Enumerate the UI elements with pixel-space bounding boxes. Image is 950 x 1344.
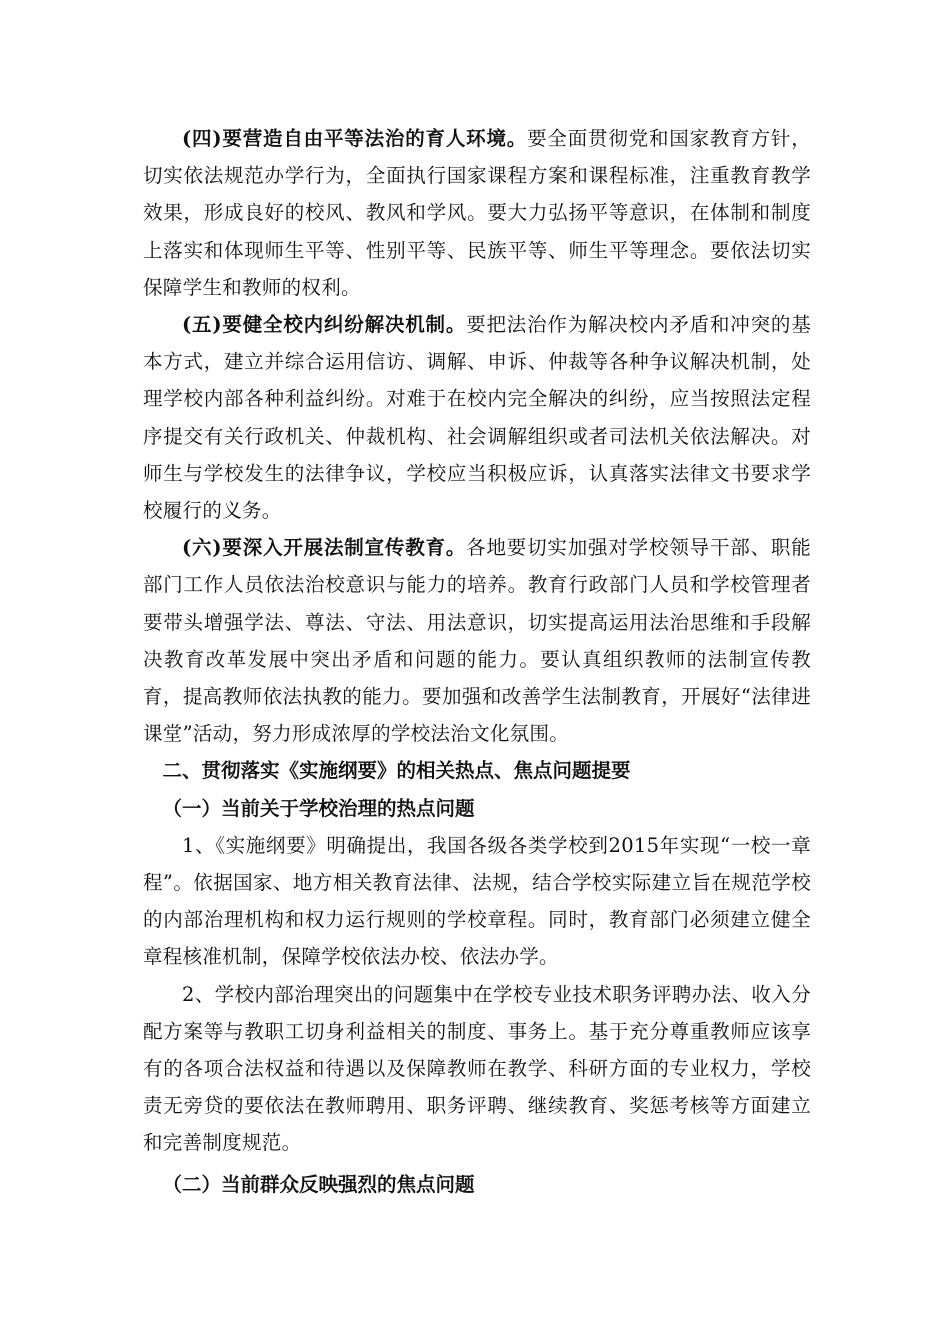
paragraph-five-lead: (五)要健全校内纠纷解决机制。 <box>182 313 467 337</box>
paragraph-six <box>143 529 811 752</box>
paragraph-four-lead: (四)要营造自由平等法治的育人环境。 <box>182 127 528 150</box>
paragraph-five-body: 要把法治作为解决校内矛盾和冲突的基本方式，建立并综合运用信访、调解、申诉、仲裁等各种争议解决机制，处理学校内部各种利益纠纷。对难于在校内完全解决的纠纷，应当按照法定程序提交有关行政机关、仲裁机构、社会调解组织或者司法机关依法解决。对师生与学校发生的法律争议，学校应当积极应诉，认真落实法律文书要求学校履行的义务。 <box>143 313 811 523</box>
document-page <box>143 120 811 1203</box>
section-two-heading: 二、贯彻落实《实施纲要》的相关热点、焦点问题提要 <box>162 759 631 783</box>
paragraph-six-body: 各地要切实加强对学校领导干部、职能部门工作人员依法治校意识与能力的培养。教育行政部门人员和学校管理者要带头增强学法、尊法、守法、用法意识，切实提高运用法治思维和手段解决教育改革发展中突出矛盾和问题的能力。要认真组织教师的法制宣传教育，提高教师依法执教的能力。要加强和改善学生法制教育，开展好“法律进课堂”活动，努力形成浓厚的学校法治文化氛围。 <box>143 536 811 746</box>
section-two-subheading-two: （二）当前群众反映强烈的焦点问题 <box>162 1172 475 1196</box>
paragraph-six-lead: (六)要深入开展法制宣传教育。 <box>182 536 467 560</box>
paragraph-four-body: 要全面贯彻党和国家教育方针，切实依法规范办学行为，全面执行国家课程方案和课程标准，注重教育教学效果，形成良好的校风、教风和学风。要大力弘扬平等意识，在体制和制度上落实和体现师生平等、性别平等、民族平等、师生平等理念。要依法切实保障学生和教师的权利。 <box>143 127 811 299</box>
section-two-item-one: 1、《实施纲要》明确提出，我国各级各类学校到2015年实现“一校一章程”。依据国家、地方相关教育法律、法规，结合学校实际建立旨在规范学校的内部治理机构和权力运行规则的学校章程。同时，教育部门必须建立健全章程核准机制，保障学校依法办校、依法办学。 <box>143 833 811 969</box>
section-two-item-two: 2、学校内部治理突出的问题集中在学校专业技术职务评聘办法、收入分配方案等与教职工切身利益相关的制度、事务上。基于充分尊重教师应该享有的各项合法权益和待遇以及保障教师在教学、科研方面的专业权力，学校责无旁贷的要依法在教师聘用、职务评聘、继续教育、奖惩考核等方面建立和完善制度规范。 <box>143 982 811 1155</box>
paragraph-five <box>143 306 811 529</box>
section-two-subheading-one: （一）当前关于学校治理的热点问题 <box>162 796 475 820</box>
paragraph-four <box>143 120 811 306</box>
